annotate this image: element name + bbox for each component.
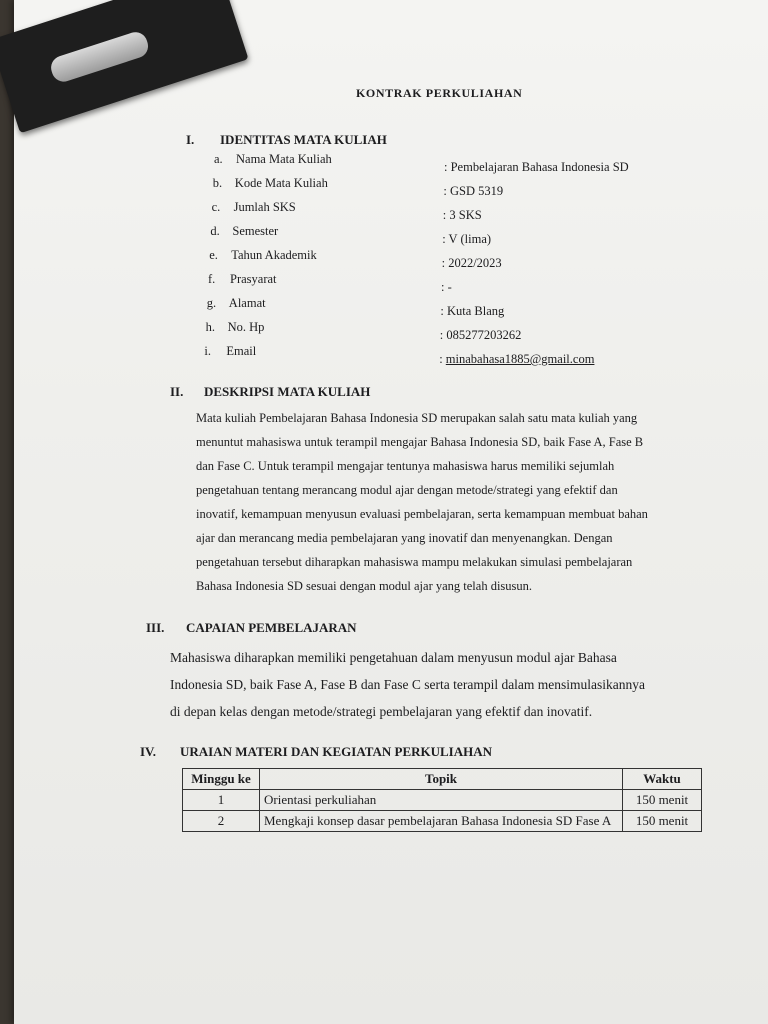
description-line: ajar dan merancang media pembelajaran yang inovatif dan menyenangkan. Dengan [196,531,613,545]
course-schedule-table [182,768,702,832]
section-4-title: URAIAN MATERI DAN KEGIATAN PERKULIAHAN [180,744,493,759]
description-line: menuntut mahasiswa untuk terampil mengajar Bahasa Indonesia SD, baik Fase A, Fase B [196,435,644,449]
identity-value: : V (lima) [442,232,492,246]
time-cell: 150 menit [623,811,702,832]
learning-outcome-line: Indonesia SD, baik Fase A, Fase B dan Fase C serta terampil dalam mensimulasikannya [170,677,646,692]
section-2-heading [170,384,370,400]
column-header-week: Minggu ke [183,769,260,790]
identity-value: : Pembelajaran Bahasa Indonesia SD [444,160,629,174]
identity-label [213,176,328,191]
identity-label-text: Tahun Akademik [231,248,317,262]
identity-label-text: No. Hp [227,320,265,334]
identity-key: b. [212,176,223,190]
description-line: Mata kuliah Pembelajaran Bahasa Indonesia SD merupakan salah satu mata kuliah yang [196,411,638,425]
identity-label-text: Jumlah SKS [233,200,296,214]
table-row [183,811,702,832]
identity-value: : GSD 5319 [443,184,504,198]
identity-label [212,200,296,215]
learning-outcome-line: di depan kelas dengan metode/strategi pembelajaran yang efektif dan inovatif. [170,704,593,719]
section-2-title: DESKRIPSI MATA KULIAH [204,384,371,399]
section-3-heading [146,620,357,636]
identity-value: : 3 SKS [442,208,482,222]
identity-label-text: Prasyarat [230,272,277,286]
identity-label [214,152,332,167]
identity-label-text: Alamat [228,296,266,310]
identity-value-prefix: : [439,352,446,366]
identity-key: g. [206,296,217,310]
identity-label-text: Nama Mata Kuliah [236,152,332,166]
section-3-title: CAPAIAN PEMBELAJARAN [186,620,357,635]
description-line: pengetahuan tentang merancang modul ajar dengan metode/strategi yang efektif dan [196,483,618,497]
identity-label-text: Kode Mata Kuliah [234,176,328,190]
identity-key: d. [210,224,220,238]
description-line: dan Fase C. Untuk terampil mengajar tentunya mahasiswa harus memiliki sejumlah [196,459,615,473]
identity-value: : 2022/2023 [441,256,502,270]
section-1-heading [186,132,387,148]
identity-key: i. [204,344,211,358]
section-4-heading [140,744,492,760]
table-header-row [183,769,702,790]
description-line: pengetahuan tersebut diharapkan mahasiswa mampu melakukan simulasi pembelajaran [196,555,633,569]
identity-label [206,320,265,335]
identity-label-text: Semester [232,224,279,238]
identity-key: e. [209,248,218,262]
column-header-topic: Topik [260,769,623,790]
topic-cell: Mengkaji konsep dasar pembelajaran Bahasa Indonesia SD Fase A [260,811,623,832]
column-header-time: Waktu [623,769,702,790]
week-cell: 1 [183,790,260,811]
section-2-description [196,406,666,598]
learning-outcome-line: Mahasiswa diharapkan memiliki pengetahuan dalam menyusun modul ajar Bahasa [170,650,617,665]
identity-label [208,272,277,287]
section-4-number: IV. [140,744,157,759]
section-1-title: IDENTITAS MATA KULIAH [220,132,387,147]
section-3-number: III. [146,620,165,635]
table-row [183,790,702,811]
document-page [14,0,768,1024]
time-cell: 150 menit [623,790,702,811]
description-line: Bahasa Indonesia SD sesuai dengan modul ajar yang telah disusun. [196,579,533,593]
identity-value [439,352,594,367]
document-title: KONTRAK PERKULIAHAN [356,86,523,100]
identity-key: f. [208,272,216,286]
section-1-number: I. [186,132,195,147]
identity-label [210,224,278,239]
description-line: inovatif, kemampuan menyusun evaluasi pembelajaran, serta kemampuan membuat bahan [196,507,648,521]
identity-key: a. [214,152,223,166]
identity-value: : Kuta Blang [440,304,505,318]
section-2-number: II. [170,384,184,399]
identity-key: c. [211,200,221,214]
identity-key: h. [205,320,215,334]
identity-value: : 085277203262 [439,328,522,342]
topic-cell: Orientasi perkuliahan [260,790,623,811]
week-cell: 2 [183,811,260,832]
identity-label [209,248,317,263]
identity-value: : - [441,280,452,294]
email-link[interactable]: minabahasa1885@gmail.com [445,352,595,366]
identity-label-text: Email [226,344,257,358]
identity-label [207,296,266,311]
identity-label [204,344,256,359]
section-3-description [170,644,690,725]
